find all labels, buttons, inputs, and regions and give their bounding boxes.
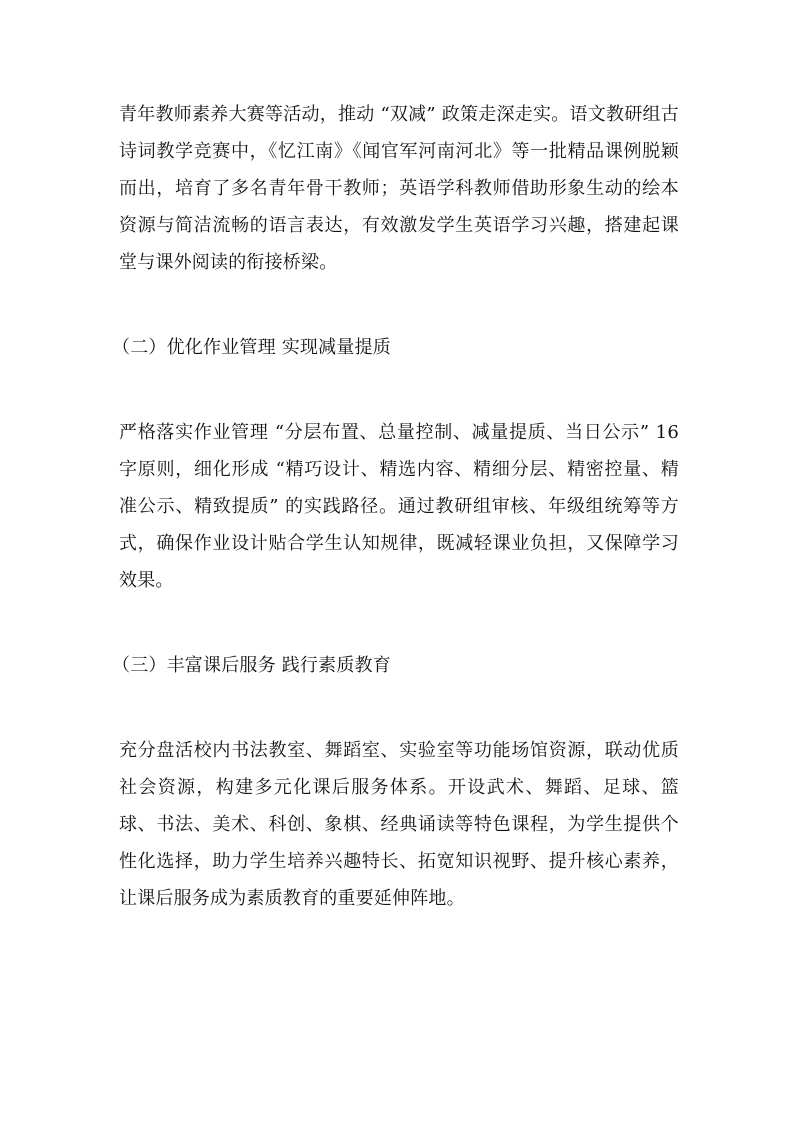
paragraph-spacer: [119, 366, 679, 414]
section-heading-homework: （二）优化作业管理 实现减量提质: [112, 337, 391, 358]
paragraph-after-school-services: 充分盘活校内书法教室、舞蹈室、实验室等功能场馆资源，联动优质社会资源，构建多元化课后服务体系。开设武术、舞蹈、足球、篮球、书法、美术、科创、象棋、经典诵读等特色课程，为学生提供个性化选择，助力学生培养兴趣特长、拓宽知识视野、提升核心素养，让课后服务成为素质教育的重要延伸阵地。: [119, 740, 679, 909]
paragraph-spacer: [119, 684, 679, 732]
document-body: [112, 96, 679, 917]
paragraph-spacer: [119, 599, 679, 647]
paragraph-teacher-competition: 青年教师素养大赛等活动，推动 “双减” 政策走深走实。语文教研组古诗词教学竞赛中，《忆江南》《闻官军河南河北》等一批精品课例脱颖而出，培育了多名青年骨干教师；英语学科教师借助形象生动的绘本资源与简洁流畅的语言表达，有效激发学生英语学习兴趣，搭建起课堂与课外阅读的衔接桥梁。: [119, 104, 679, 273]
paragraph-homework-management: 严格落实作业管理 “分层布置、总量控制、减量提质、当日公示” 16 字原则，细化形成 “精巧设计、精选内容、精细分层、精密控量、精准公示、精致提质” 的实践路径。通过教研组审核、年级组统筹等方式，确保作业设计贴合学生认知规律，既减轻课业负担，又保障学习效果。: [119, 422, 679, 591]
section-heading-after-school: （三）丰富课后服务 践行素质教育: [112, 655, 391, 676]
paragraph-spacer: [119, 281, 679, 329]
